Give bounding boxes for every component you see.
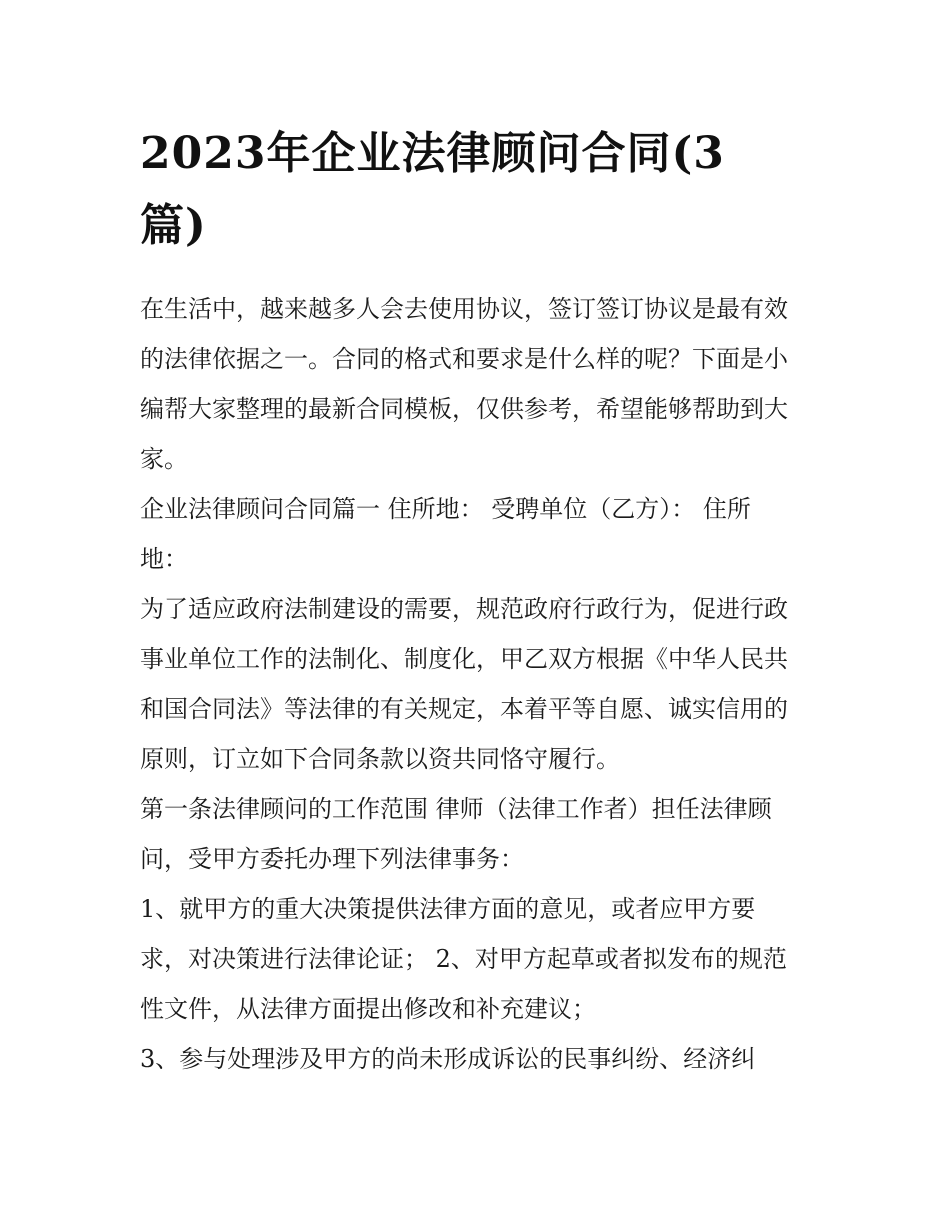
body-line: 编帮大家整理的最新合同模板，仅供参考，希望能够帮助到大 — [140, 395, 788, 423]
body-line: 1、就甲方的重大决策提供法律方面的意见，或者应甲方要 — [140, 895, 756, 923]
title-line: 篇) — [140, 200, 207, 251]
body-line: 求，对决策进行法律论证； 2、对甲方起草或者拟发布的规范 — [140, 945, 787, 973]
document-page — [140, 118, 812, 1084]
body-line: 事业单位工作的法制化、制度化，甲乙双方根据《中华人民共 — [140, 645, 788, 673]
body-line: 和国合同法》等法律的有关规定，本着平等自愿、诚实信用的 — [140, 695, 788, 723]
body-line: 问，受甲方委托办理下列法律事务： — [140, 845, 524, 873]
body-line: 3、参与处理涉及甲方的尚未形成诉讼的民事纠纷、经济纠 — [140, 1045, 756, 1073]
body-line: 地： — [140, 545, 188, 573]
body-line: 原则，订立如下合同条款以资共同恪守履行。 — [140, 745, 620, 773]
title-line: 2023年企业法律顾问合同(3 — [140, 128, 725, 179]
body-line: 第一条法律顾问的工作范围 律师（法律工作者）担任法律顾 — [140, 795, 772, 823]
body-line: 的法律依据之一。合同的格式和要求是什么样的呢？下面是小 — [140, 345, 788, 373]
body-line: 在生活中，越来越多人会去使用协议，签订签订协议是最有效 — [140, 295, 788, 323]
document-body — [140, 284, 812, 1084]
document-title — [140, 118, 812, 262]
body-line: 为了适应政府法制建设的需要，规范政府行政行为，促进行政 — [140, 595, 788, 623]
body-line: 家。 — [140, 445, 188, 473]
body-line: 企业法律顾问合同篇一 住所地： 受聘单位（乙方）： 住所 — [140, 495, 751, 523]
body-line: 性文件，从法律方面提出修改和补充建议； — [140, 995, 596, 1023]
